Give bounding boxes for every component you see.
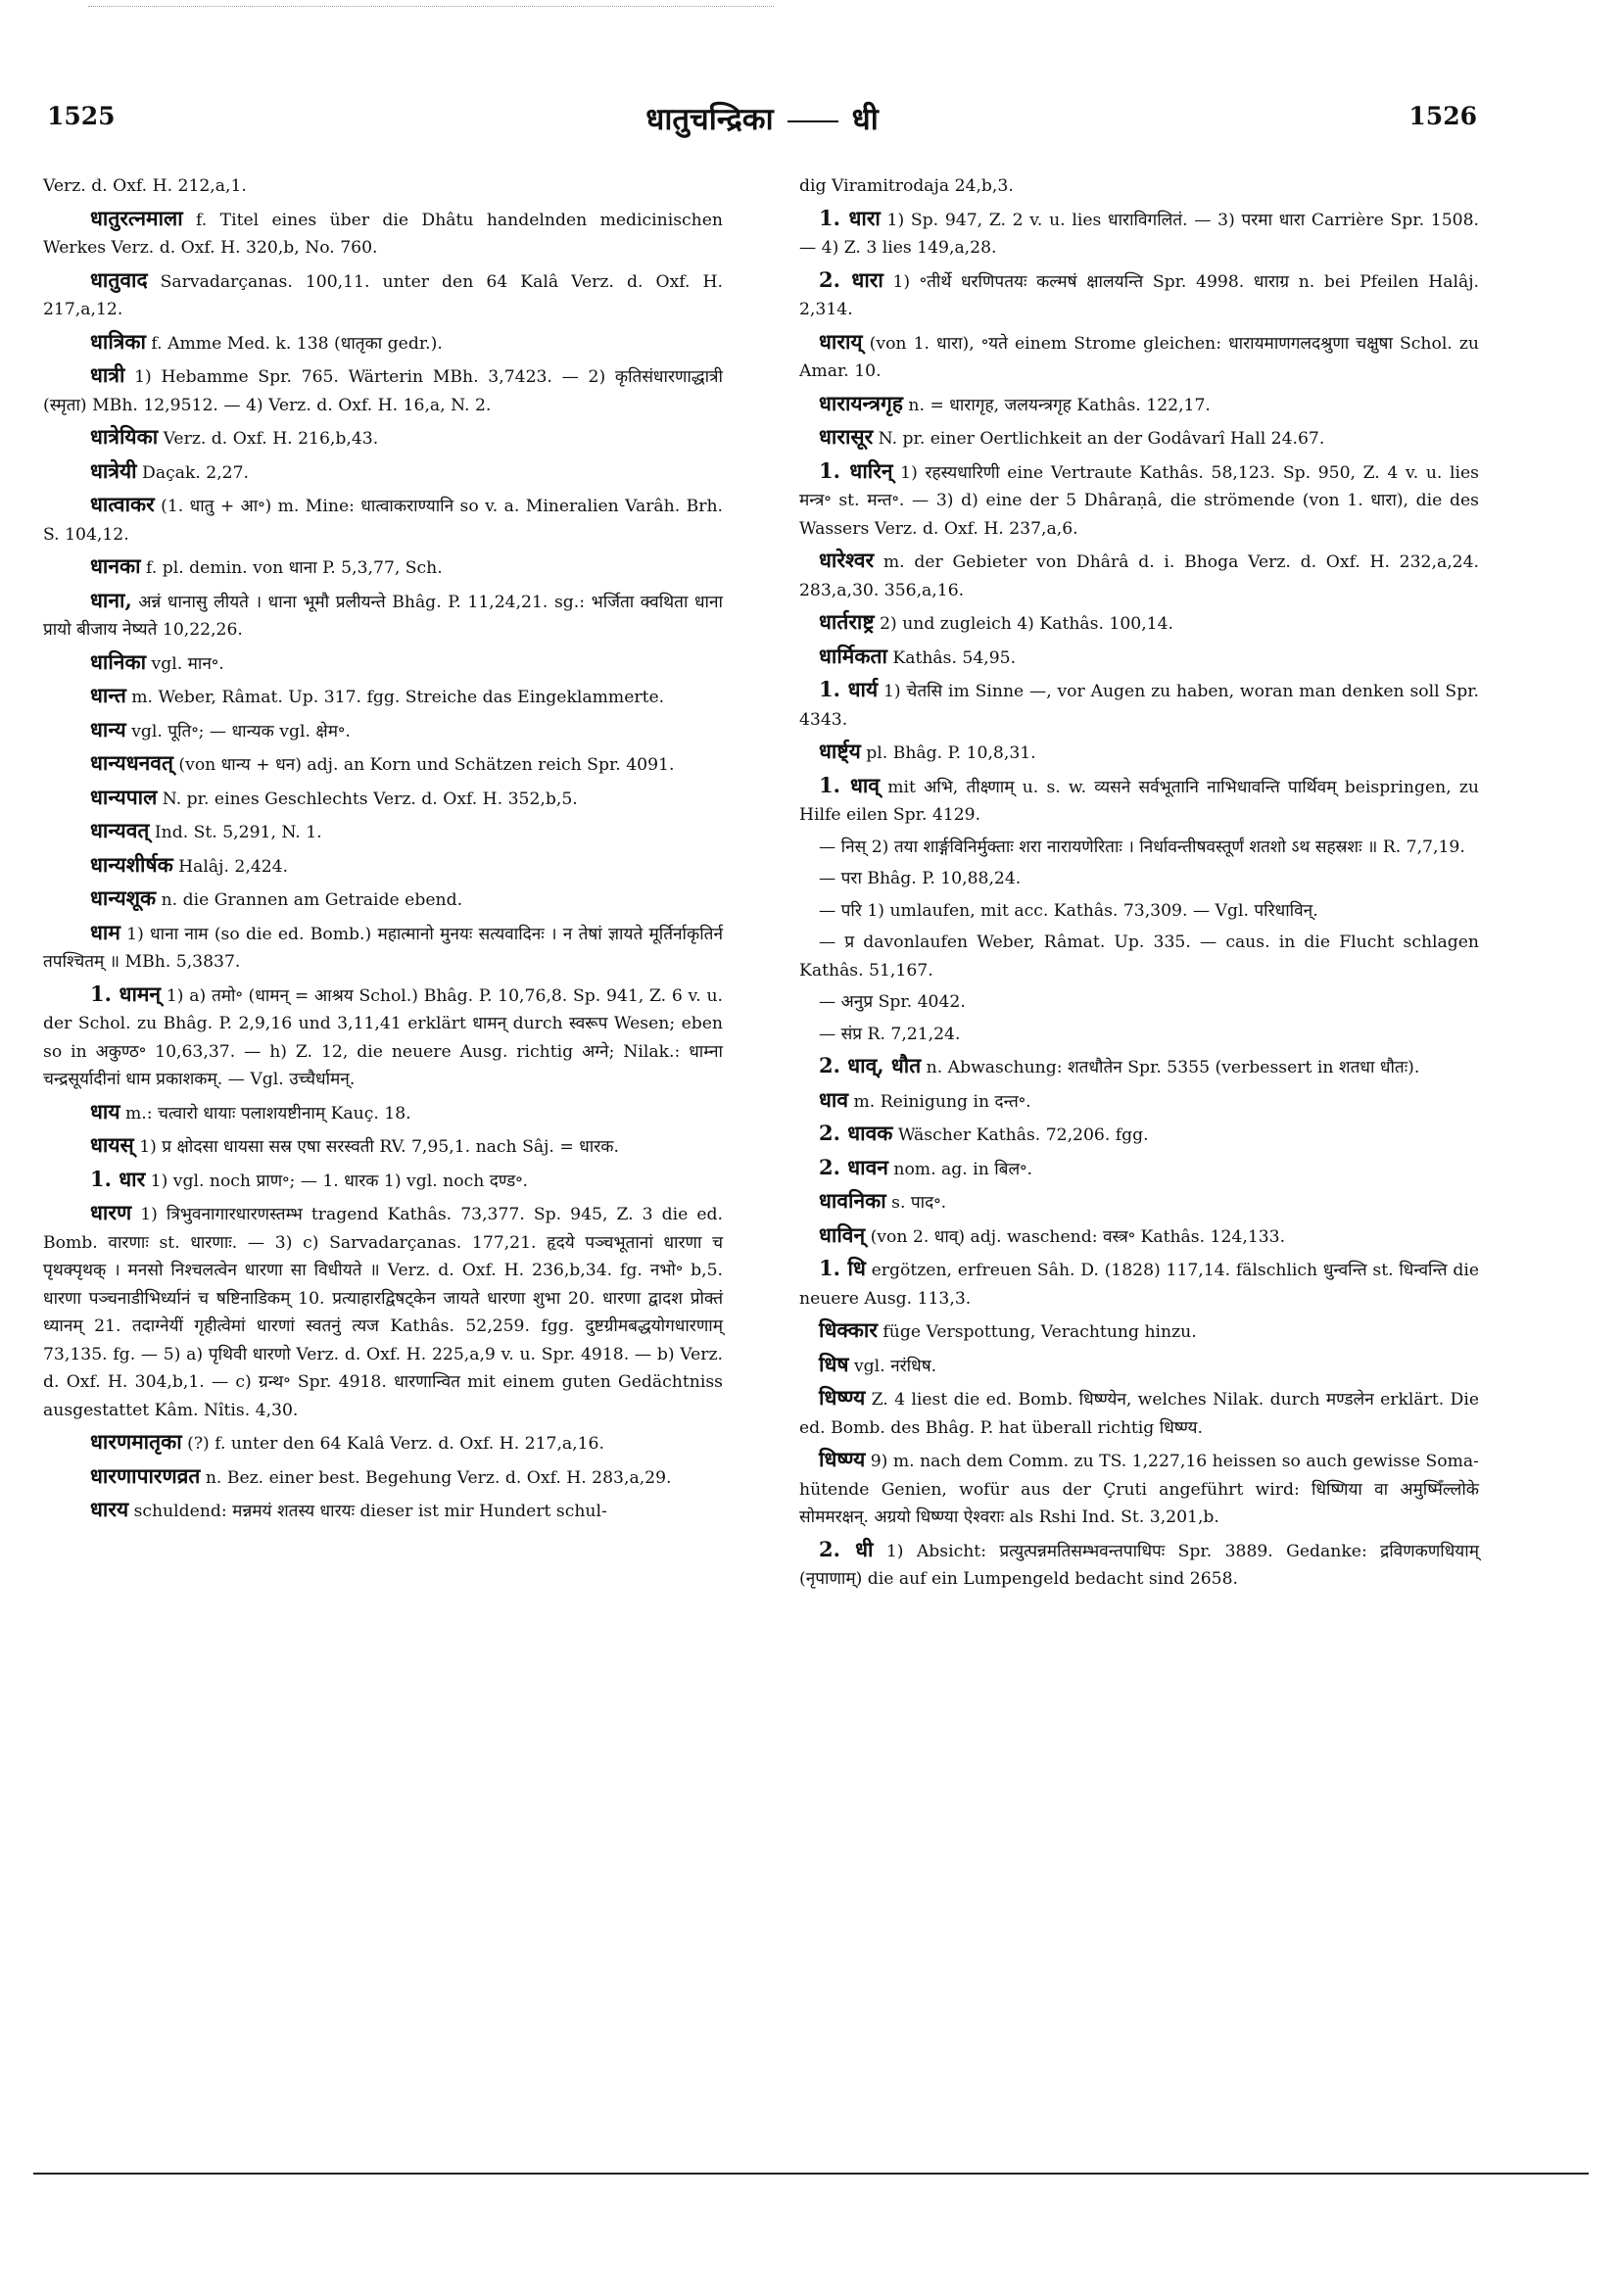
entry-headword: धारणमातृका [90, 1429, 182, 1454]
dictionary-entry [43, 716, 723, 746]
entry-text: 1) Sp. 947, Z. 2 v. u. lies धाराविगलितं. — 3) परमा धारा Carrière Spr. 1508. — 4) Z. 3 lies 149,a,28. [799, 210, 1479, 258]
entry-headword: धिष्ण्य [819, 1385, 866, 1410]
entry-headword: धातुरत्नमाला [90, 205, 183, 230]
entry-text: 9) m. nach dem Comm. zu TS. 1,227,16 heissen so auch gewisse Soma-hütende Genien, wofür aus der Çruti angeführt wird: धिष्णिया वा अमुष्मिँल्लोके सोममरक्षन्. अग्रयो धिष्ण्या ऐश्वराः als Rshi Ind. St. 3,201,b. [799, 1452, 1479, 1527]
dictionary-entry [799, 608, 1479, 639]
entry-headword: धात्री [90, 362, 125, 387]
entry-headword: धान्यशीर्षक [90, 851, 173, 877]
title-dash [787, 120, 838, 122]
dictionary-entry [43, 817, 723, 847]
dictionary-entry [799, 676, 1479, 734]
dictionary-entry [799, 643, 1479, 673]
dictionary-entry [799, 1086, 1479, 1117]
dictionary-entry [43, 1496, 723, 1526]
entry-text: — परा Bhâg. P. 10,88,24. [819, 869, 1022, 888]
dictionary-entry [43, 1428, 723, 1459]
dictionary-entry [799, 929, 1479, 984]
entry-headword: धाविन् [819, 1221, 866, 1247]
dictionary-entry [43, 981, 723, 1094]
entry-headword: धार्मिकता [819, 643, 887, 668]
entry-text: m. Reinigung in दन्त॰. [848, 1091, 1031, 1112]
entry-headword: धात्रेयी [90, 457, 137, 483]
dictionary-entry [799, 1154, 1479, 1184]
entry-headword: धान्यशूक [90, 885, 157, 910]
entry-headword: धान्यपाल [90, 784, 158, 809]
entry-text: 2) und zugleich 4) Kathâs. 100,14. [874, 614, 1174, 634]
entry-text: 1) Hebamme Spr. 765. Wärterin MBh. 3,7423. — 2) कृतिसंधारणाद्धात्री (स्मृता) MBh. 12,9512. — 4) Verz. d. Oxf. H. 16,a, N. 2. [43, 367, 723, 415]
entry-text: f. pl. demin. von धाना P. 5,3,77, Sch. [140, 558, 443, 578]
entry-text: (1. धातु + आ॰) m. Mine: धात्वाकराण्यानि so v. a. Mineralien Varâh. Brh. S. 104,12. [43, 497, 723, 545]
dictionary-entry [43, 587, 723, 645]
dictionary-entry [799, 1221, 1479, 1252]
entry-headword: 1. धार्य [819, 677, 879, 701]
entry-headword: धाय [90, 1098, 120, 1124]
entry-text: Verz. d. Oxf. H. 216,b,43. [158, 429, 379, 449]
entry-text: 1) त्रिभुवनागारधारणस्तम्भ tragend Kathâs. 73,377. Sp. 945, Z. 3 die ed. Bomb. वारणाः st. धारणाः. — 3) c) Sarvadarçanas. 177,21. हृदये पञ्चभूतानां धारणा च पृथक्पृथक् । मनसो निश्चलत्वेन धारणा सा विधीयते ॥ Verz. d. Oxf. H. 236,b,34. fg. नभो॰ b,5. धारणा पञ्चनाडीभिर्ध्यानं च षष्टिनाडिकम् 10. प्रत्याहारद्विषट्केन जायते धारणा शुभा 20. धारणा द्वादश प्रोक्तं ध्यानम् 21. तदाग्नेयीं गृहीत्वेमां धारणां स्वतनुं त्यज Kathâs. 52,259. fgg. दुष्टग्रीमबद्धयोगधारणाम् 73,135. fg. — 5) a) पृथिवी धारणो Verz. d. Oxf. H. 225,a,9 v. u. Spr. 4918. — b) Verz. d. Oxf. H. 304,b,1. — c) ग्रन्थ॰ Spr. 4918. धारणान्वित mit einem guten Gedächtniss ausgestattet Kâm. Nîtis. 4,30. [43, 1205, 723, 1420]
dictionary-entry [799, 457, 1479, 544]
entry-text: Halâj. 2,424. [172, 856, 289, 877]
entry-text: n. Bez. einer best. Begehung Verz. d. Oxf. H. 283,a,29. [200, 1467, 672, 1488]
entry-text: — परि 1) umlaufen, mit acc. Kathâs. 73,309. — Vgl. परिधाविन्. [819, 900, 1318, 921]
dictionary-entry [43, 266, 723, 324]
dictionary-entry [799, 1187, 1479, 1218]
entry-text: N. pr. eines Geschlechts Verz. d. Oxf. H. 352,b,5. [157, 789, 578, 809]
page-number-left: 1525 [47, 102, 116, 130]
dictionary-entry [799, 988, 1479, 1017]
entry-headword: धारेश्वर [819, 548, 875, 572]
entry-headword: 2. धावक [819, 1121, 893, 1145]
entry-text: dig Viramitrodaja 24,b,3. [799, 176, 1014, 196]
entry-headword: धारायन्त्रगृह [819, 390, 903, 415]
dictionary-entry [43, 1166, 723, 1196]
dictionary-entry [43, 491, 723, 549]
entry-headword: धान्यवत् [90, 818, 150, 842]
dictionary-entry [799, 865, 1479, 893]
dictionary-entry [799, 1052, 1479, 1082]
entry-text: 1) प्र क्षोदसा धायसा सस्र एषा सरस्वती RV. 7,95,1. nach Sâj. = धारक. [133, 1137, 619, 1157]
entry-headword: धारय [90, 1497, 129, 1521]
dictionary-entry [799, 1351, 1479, 1381]
entry-text: f. Amme Med. k. 138 (धातृका gedr.). [145, 333, 443, 354]
entry-text: 1) धाना नाम (so die ed. Bomb.) महात्मानो मुनयः सत्यवादिनः । न तेषां ज्ञायते मूर्तिर्नाकृतिर्न तपश्चितम् ॥ MBh. 5,3837. [43, 924, 723, 972]
entry-headword: 1. धाव् [819, 772, 881, 797]
dictionary-entry [43, 328, 723, 359]
dictionary-entry [43, 361, 723, 419]
running-title-right: धी [851, 102, 879, 137]
entry-headword: 1. धारा [819, 205, 881, 230]
entry-headword: 1. धि [819, 1256, 866, 1280]
entry-headword: धात्रिका [90, 328, 146, 354]
entry-headword: धातुवाद [90, 266, 148, 292]
entry-headword: धान्त [90, 683, 126, 707]
left-column [43, 172, 723, 1530]
entry-text: ergötzen, erfreuen Sâh. D. (1828) 117,14. fälschlich धुन्वन्ति st. धिन्वन्ति die neuere Ausg. 113,3. [799, 1261, 1479, 1309]
entry-text: Wäscher Kathâs. 72,206. fgg. [892, 1125, 1149, 1145]
entry-headword: धात्रेयिका [90, 424, 159, 449]
entry-text: Z. 4 liest die ed. Bomb. धिष्ण्येन, welches Nilak. durch मण्डलेन erklärt. Die ed. Bomb. des Bhâg. P. hat überall richtig धिष्ण्य. [799, 1390, 1479, 1438]
entry-headword: धार्ष्ट्य [819, 739, 861, 763]
entry-text: अन्नं धानासु लीयते । धाना भूमौ प्रलीयन्ते Bhâg. P. 11,24,21. sg.: भर्जिता क्वथिता धाना प्रायो बीजाय नेष्यते 10,22,26. [43, 592, 723, 640]
entry-headword: 2. धी [819, 1536, 874, 1561]
dictionary-entry [43, 749, 723, 780]
entry-text: füge Verspottung, Verachtung hinzu. [877, 1322, 1197, 1342]
dictionary-entry [799, 1536, 1479, 1594]
entry-text: schuldend: मन्नमयं शतस्य धारयः dieser ist mir Hundert schul- [128, 1502, 607, 1521]
entry-text: 1) ॰तीर्थे धरणिपतयः कल्मषं क्षालयन्ति Spr. 4998. धाराग्र n. bei Pfeilen Halâj. 2,314. [799, 271, 1479, 319]
dictionary-entry [799, 423, 1479, 454]
entry-headword: धिक्कार [819, 1317, 878, 1342]
dictionary-entry [799, 266, 1479, 324]
entry-text: 1) Absicht: प्रत्युत्पन्नमतिसम्भवन्तपाधिपः Spr. 3889. Gedanke: द्रविणकणधियाम् (नृपाणाम्) die auf ein Lumpengeld bedacht sind 2658. [799, 1541, 1480, 1589]
dictionary-entry [43, 648, 723, 679]
dictionary-entry [43, 885, 723, 915]
entry-text: nom. ag. in बिल॰. [887, 1159, 1032, 1179]
bottom-rule [33, 2173, 1589, 2175]
entry-headword: 2. धाव्, धौत [819, 1053, 922, 1077]
entry-text: — संप्र R. 7,21,24. [819, 1024, 961, 1044]
entry-text: (von धान्य + धन) adj. an Korn und Schätzen reich Spr. 4091. [172, 755, 675, 775]
dictionary-entry [43, 1098, 723, 1128]
entry-text: Sarvadarçanas. 100,11. unter den 64 Kalâ Verz. d. Oxf. H. 217,a,12. [43, 271, 723, 319]
entry-headword: 1. धामन् [90, 981, 162, 1006]
entry-headword: धिष्ण्य [819, 1447, 866, 1471]
entry-text: m. der Gebieter von Dhârâ d. i. Bhoga Verz. d. Oxf. H. 232,a,24. 283,a,30. 356,a,16. [799, 552, 1479, 600]
entry-headword: धिष [819, 1351, 849, 1376]
entry-text: f. Titel eines über die Dhâtu handelnden medicinischen Werkes Verz. d. Oxf. H. 320,b, No. 760. [43, 210, 723, 258]
scan-noise-line [88, 6, 774, 13]
running-title-left: धातुचन्द्रिका [645, 102, 774, 137]
entry-headword: धारासूर [819, 424, 874, 449]
dictionary-entry [799, 1446, 1479, 1532]
entry-headword: धाम [90, 919, 120, 944]
dictionary-entry [799, 1384, 1479, 1442]
dictionary-entry [799, 834, 1479, 862]
entry-text: n. die Grannen am Getraide ebend. [156, 890, 463, 910]
entry-text: Daçak. 2,27. [136, 462, 250, 483]
entry-headword: धान्यधनवत् [90, 750, 173, 775]
dictionary-entry [43, 784, 723, 814]
entry-text: — प्र davonlaufen Weber, Râmat. Up. 335. — caus. in die Flucht schlagen Kathâs. 51,167. [799, 933, 1479, 981]
entry-text: m. Weber, Râmat. Up. 317. fgg. Streiche das Eingeklammerte. [125, 688, 665, 707]
entry-headword: धारणापारणव्रत [90, 1462, 201, 1488]
entry-text: n. = धारागृह, जलयन्त्रगृह Kathâs. 122,17. [902, 395, 1211, 415]
entry-text: n. Abwaschung: शतधौतेन Spr. 5355 (verbessert in शतधा धौतः). [921, 1058, 1420, 1077]
entry-headword: धान्य [90, 716, 126, 741]
entry-headword: धाव [819, 1086, 849, 1112]
dictionary-entry [799, 390, 1479, 420]
dictionary-entry [799, 897, 1479, 926]
entry-text: pl. Bhâg. P. 10,8,31. [860, 743, 1036, 763]
dictionary-entry [43, 851, 723, 882]
page-number-right: 1526 [1408, 102, 1477, 130]
entry-text: vgl. नरंधिष. [848, 1356, 937, 1376]
entry-headword: धाना, [90, 587, 132, 612]
entry-headword: धानिका [90, 648, 147, 674]
entry-headword: 1. धारिन् [819, 457, 893, 483]
entry-text: — निस् 2) तया शार्ङ्गविनिर्मुक्ताः शरा नारायणेरिताः । निर्धावन्तीषवस्तूर्णं शतशो ऽथ सहस्रशः ॥ R. 7,7,19. [819, 837, 1465, 857]
dictionary-entry [43, 457, 723, 488]
entry-text: Verz. d. Oxf. H. 212,a,1. [43, 176, 247, 196]
dictionary-entry [799, 1255, 1479, 1313]
dictionary-entry [799, 738, 1479, 768]
entry-text: m.: चत्वारो धायाः पलाशयष्टीनाम् Kauç. 18. [119, 1103, 411, 1124]
entry-text: — अनुप्र Spr. 4042. [819, 992, 966, 1012]
dictionary-entry [43, 1199, 723, 1424]
dictionary-entry [43, 423, 723, 454]
dictionary-entry [43, 919, 723, 977]
entry-headword: धार्तराष्ट्र [819, 609, 875, 634]
entry-text: Ind. St. 5,291, N. 1. [149, 823, 322, 842]
entry-text: (von 1. धारा), ॰यते einem Strome gleichen: धारायमाणगलदश्रुणा चक्षुषा Schol. zu Amar. 10. [799, 333, 1479, 381]
dictionary-entry [43, 1462, 723, 1493]
entry-headword: धावनिका [819, 1188, 886, 1213]
entry-text: (?) f. unter den 64 Kalâ Verz. d. Oxf. H. 217,a,16. [181, 1434, 604, 1454]
right-column [799, 172, 1479, 1598]
entry-headword: धानका [90, 553, 141, 578]
running-title [47, 98, 1477, 139]
dictionary-entry [799, 1021, 1479, 1049]
dictionary-entry [43, 1131, 723, 1162]
entry-text: 1) चेतसि im Sinne —, vor Augen zu haben, woran man denken soll Spr. 4343. [799, 682, 1479, 730]
entry-text: 1) रहस्यधारिणी eine Vertraute Kathâs. 58,123. Sp. 950, Z. 4 v. u. lies मन्त्र॰ st. मन्त॰. — 3) d) eine der 5 Dhâraṇâ, die strömende (von 1. धारा), die des Wassers Verz. d. Oxf. H. 237,a,6. [799, 462, 1479, 539]
dictionary-entry [43, 172, 723, 201]
dictionary-entry [799, 1316, 1479, 1347]
dictionary-entry [799, 205, 1479, 263]
entry-text: vgl. मान॰. [146, 653, 224, 674]
dictionary-entry [799, 772, 1479, 830]
entry-text: mit अभि, तीक्ष्णाम् u. s. w. व्यसने सर्वभूतानि नाभिधावन्ति पार्थिवम् beispringen, zu Hilfe eilen Spr. 4129. [799, 777, 1480, 825]
dictionary-entry [799, 547, 1479, 604]
entry-text: s. पाद॰. [885, 1193, 947, 1213]
dictionary-entry [43, 682, 723, 712]
entry-headword: 1. धार [90, 1166, 146, 1191]
dictionary-entry [799, 1120, 1479, 1150]
entry-text: N. pr. einer Oertlichkeit an der Godâvarî Hall 24.67. [873, 429, 1325, 449]
entry-headword: 2. धावन [819, 1154, 888, 1179]
entry-text: Kathâs. 54,95. [886, 647, 1017, 668]
page-header [47, 98, 1477, 145]
entry-headword: धायस् [90, 1132, 134, 1157]
dictionary-entry [799, 328, 1479, 386]
dictionary-entry [799, 172, 1479, 201]
entry-headword: धारण [90, 1200, 132, 1224]
entry-text: (von 2. धाव्) adj. waschend: वस्त्र॰ Kathâs. 124,133. [865, 1226, 1286, 1247]
dictionary-entry [43, 205, 723, 263]
dictionary-entry [43, 552, 723, 583]
entry-text: 1) a) तमो॰ (धामन् = आश्रय Schol.) Bhâg. P. 10,76,8. Sp. 941, Z. 6 v. u. der Schol. zu Bhâg. P. 2,9,16 und 3,11,41 erklärt धामन् durch स्वरूप Wesen; eben so in अकुण्ठ॰ 10,63,37. — h) Z. 12, die neuere Ausg. richtig अग्ने; Nilak.: धाम्ना चन्द्रसूर्यादीनां धाम प्रकाशकम्. — Vgl. उच्चैर्धामन्. [43, 985, 723, 1089]
entry-headword: 2. धारा [819, 266, 883, 292]
entry-text: vgl. पूति॰; — धान्यक vgl. क्षेम॰. [125, 721, 351, 741]
entry-headword: धात्वाकर [90, 492, 155, 516]
entry-headword: धाराय् [819, 328, 863, 354]
entry-text: 1) vgl. noch प्राण॰; — 1. धारक 1) vgl. noch दण्ड॰. [145, 1171, 529, 1191]
